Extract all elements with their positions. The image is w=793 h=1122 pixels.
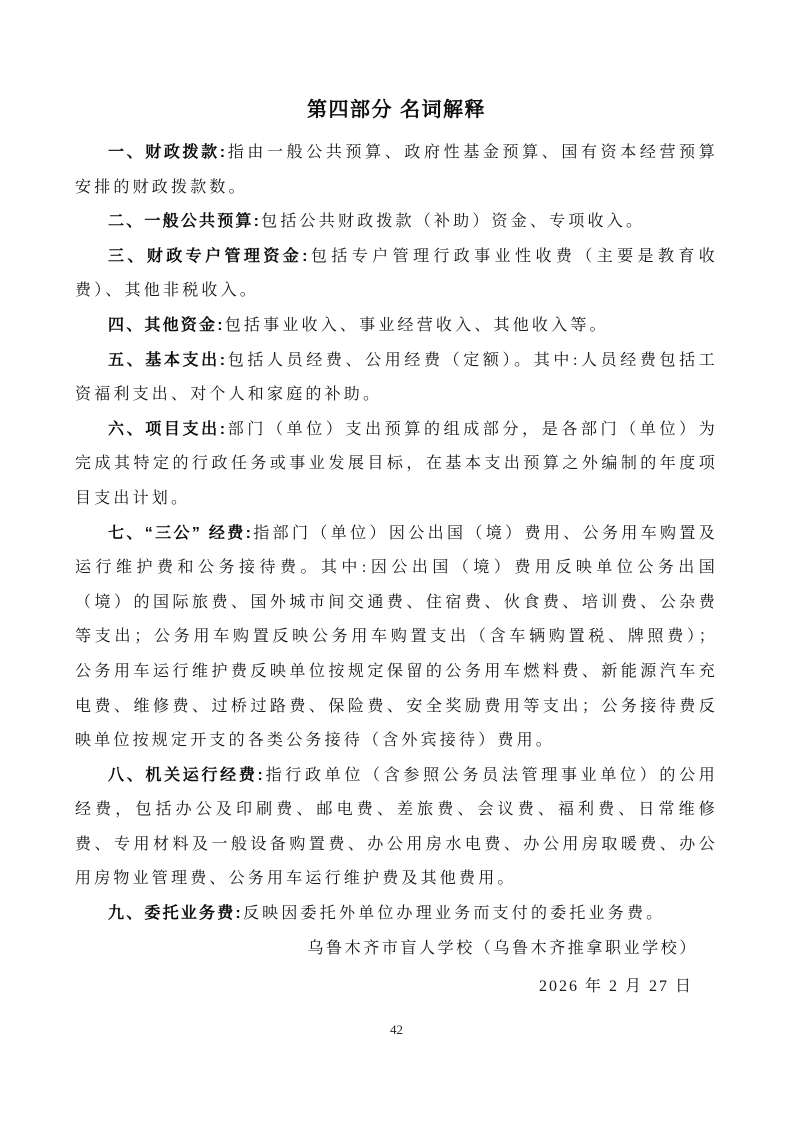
term-label-1: 一、财政拨款: xyxy=(108,144,228,161)
term-definition-2: 包括公共财政拨款（补助）资金、专项收入。 xyxy=(261,213,646,231)
definition-paragraph-7 xyxy=(75,517,718,759)
term-label-8: 八、机关运行经费: xyxy=(108,766,266,784)
term-definition-1: 指由一般公共预算、政府性基金预算、国有资本经营预算安排的财政拨款数。 xyxy=(75,144,718,196)
term-definition-4: 包括事业收入、事业经营收入、其他收入等。 xyxy=(224,316,609,334)
term-definition-7: 指部门（单位）因公出国（境）费用、公务用车购置及运行维护费和公务接待费。其中:因公出国（境）费用反映单位公务出国（境）的国际旅费、国外城市间交通费、住宿费、伙食费、培训费、公杂费等支出；公务用车购置反映公务用车购置支出（含车辆购置税、牌照费）；公务用车运行维护费反映单位按规定保留的公务用车燃料费、新能源汽车充电费、维修费、过桥过路费、保险费、安全奖励费用等支出；公务接待费反映单位按规定开支的各类公务接待（含外宾接待）费用。 xyxy=(75,524,718,750)
definition-paragraph-4 xyxy=(75,309,718,344)
term-label-4: 四、其他资金: xyxy=(108,316,225,334)
page-number: 42 xyxy=(390,1022,403,1037)
signature-date: 2026 年 2 月 27 日 xyxy=(538,978,693,996)
term-definition-9: 反映因委托外单位办理业务而支付的委托业务费。 xyxy=(242,905,666,923)
term-label-9: 九、委托业务费: xyxy=(108,905,243,923)
signature-organization: 乌鲁木齐市盲人学校（乌鲁木齐推拿职业学校） xyxy=(307,939,698,957)
definition-paragraph-1 xyxy=(75,136,718,205)
definition-paragraph-5 xyxy=(75,344,718,413)
definition-paragraph-9 xyxy=(75,897,718,932)
term-definition-8: 指行政单位（含参照公务员法管理事业单位）的公用经费，包括办公及印刷费、邮电费、差旅费、会议费、福利费、日常维修费、专用材料及一般设备购置费、办公用房水电费、办公用房取暖费、办公用房物业管理费、公务用车运行维护费及其他费用。 xyxy=(75,766,718,888)
term-label-5: 五、基本支出: xyxy=(108,351,228,369)
term-definition-3: 包括专户管理行政事业性收费（主要是教育收费）、其他非税收入。 xyxy=(75,247,718,300)
definition-paragraph-2 xyxy=(75,205,718,240)
term-label-2: 二、一般公共预算: xyxy=(108,213,262,231)
definition-paragraph-3 xyxy=(75,240,718,309)
definition-paragraph-8 xyxy=(75,759,718,897)
term-definition-6: 部门（单位）支出预算的组成部分，是各部门（单位）为完成其特定的行政任务或事业发展目标，在基本支出预算之外编制的年度项目支出计划。 xyxy=(75,420,718,507)
term-label-6: 六、项目支出: xyxy=(108,420,228,438)
page-title: 第四部分 名词解释 xyxy=(306,99,487,121)
term-definition-5: 包括人员经费、公用经费（定额）。其中:人员经费包括工资福利支出、对个人和家庭的补助。 xyxy=(75,351,718,404)
term-label-7: 七、“三公” 经费: xyxy=(108,524,254,542)
term-label-3: 三、财政专户管理资金: xyxy=(108,247,310,265)
definition-paragraph-6 xyxy=(75,413,718,517)
document-content xyxy=(75,0,718,1005)
